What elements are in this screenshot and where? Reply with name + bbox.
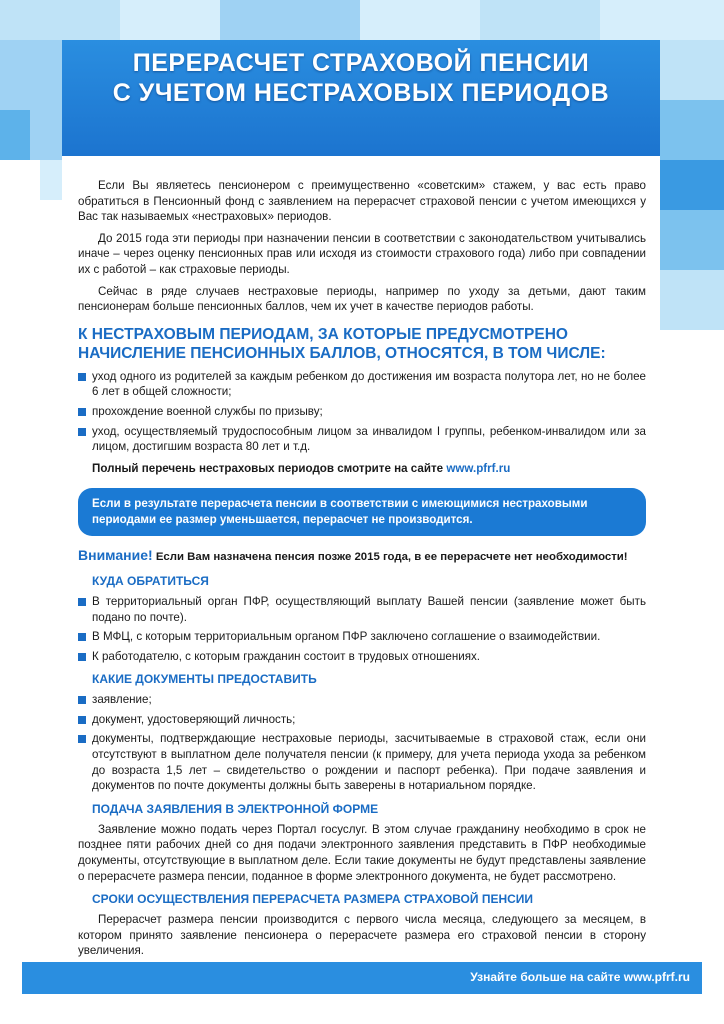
page-title — [62, 48, 660, 108]
list-item — [78, 369, 646, 400]
intro-paragraph-3: Сейчас в ряде случаев нестраховые периоды, например по уходу за детьми, дают таким пенсионерам больше пенсионных баллов, чем их учет в качестве периодов работы. — [78, 284, 646, 314]
square-bullet-icon — [78, 696, 86, 704]
list-item — [78, 649, 646, 665]
documents-list — [78, 692, 646, 794]
periods-heading: К НЕСТРАХОВЫМ ПЕРИОДАМ, ЗА КОТОРЫЕ ПРЕДУСМОТРЕНО НАЧИСЛЕНИЕ ПЕНСИОННЫХ БАЛЛОВ, ОТНОСЯТСЯ, В ТОМ ЧИСЛЕ: — [78, 325, 606, 362]
document-body — [78, 178, 646, 965]
list-item-text: уход, осуществляемый трудоспособным лицом за инвалидом I группы, ребенком-инвалидом или за лицом, достигшим возраста 80 лет и т.д. — [92, 424, 646, 454]
list-item-text: уход одного из родителей за каждым ребенком до достижения им возраста полутора лет, но не более 6 лет в общей сложности; — [92, 369, 646, 399]
title-line-1: ПЕРЕРАСЧЕТ СТРАХОВОЙ ПЕНСИИ — [132, 49, 590, 77]
attention-text: Если Вам назначена пенсия позже 2015 года, в ее перерасчете нет необходимости! — [155, 551, 628, 564]
terms-heading: СРОКИ ОСУЩЕСТВЛЕНИЯ ПЕРЕРАСЧЕТА РАЗМЕРА СТРАХОВОЙ ПЕНСИИ — [92, 892, 534, 907]
periods-note — [92, 461, 646, 477]
list-item — [78, 712, 646, 728]
terms-paragraph: Перерасчет размера пенсии производится с первого числа месяца, следующего за месяцем, в котором принято заявление пенсионера о перерасчете размера его страховой пенсии в сторону увеличения. — [78, 913, 646, 958]
intro-paragraph-1: Если Вы являетесь пенсионером с преимущественно «советским» стажем, у вас есть право обратиться в Пенсионный фонд с заявлением на перерасчет страховой пенсии с учетом имеющихся у Вас так называемых «нестраховых» периодов. — [78, 179, 646, 224]
list-item — [78, 424, 646, 455]
list-item — [78, 404, 646, 420]
periods-note-text: Полный перечень нестраховых периодов смотрите на сайте — [92, 461, 444, 475]
documents-heading: КАКИЕ ДОКУМЕНТЫ ПРЕДОСТАВИТЬ — [92, 672, 317, 687]
where-heading: КУДА ОБРАТИТЬСЯ — [92, 573, 209, 588]
attention-line — [78, 548, 646, 566]
square-bullet-icon — [78, 408, 86, 416]
square-bullet-icon — [78, 735, 86, 743]
list-item-text: заявление; — [92, 693, 152, 707]
square-bullet-icon — [78, 716, 86, 724]
where-list — [78, 594, 646, 664]
list-item-text: документ, удостоверяющий личность; — [92, 712, 296, 726]
footer — [0, 962, 724, 994]
list-item — [78, 692, 646, 708]
attention-word: Внимание! — [78, 547, 153, 564]
square-bullet-icon — [78, 633, 86, 641]
pfrf-link[interactable]: www.pfrf.ru — [446, 461, 511, 475]
list-item-text: документы, подтверждающие нестраховые периоды, засчитываемые в страховой стаж, если они отсутствуют в выплатном деле получателя пенсии (к примеру, для учета периода ухода за ребенком до возраста 1,5 лет – свидетельство о рождении и паспорт ребенка). При подаче заявления и документов по почте документы должны быть заверены в нотариальном порядке. — [92, 732, 646, 793]
list-item-text: В МФЦ, с которым территориальным органом ПФР заключено соглашение о взаимодействии. — [92, 630, 601, 644]
square-bullet-icon — [78, 428, 86, 436]
footer-text: Узнайте больше на сайте www.pfrf.ru — [470, 970, 690, 984]
periods-list — [78, 369, 646, 455]
list-item-text: В территориальный орган ПФР, осуществляющий выплату Вашей пенсии (заявление может быть подано по почте). — [92, 594, 646, 624]
list-item — [78, 629, 646, 645]
square-bullet-icon — [78, 598, 86, 606]
recalculation-callout: Если в результате перерасчета пенсии в соответствии с имеющимися нестраховыми периодами ее размер уменьшается, перерасчет не производится. — [78, 488, 646, 536]
square-bullet-icon — [78, 373, 86, 381]
intro-paragraph-2: До 2015 года эти периоды при назначении пенсии в соответствии с законодательством учитывались иначе – через оценку пенсионных прав или исходя из стоимости страхового года) либо при совпадении их с работой – как страховые периоды. — [78, 231, 646, 276]
list-item-text: прохождение военной службы по призыву; — [92, 404, 323, 418]
square-bullet-icon — [78, 653, 86, 661]
electronic-paragraph: Заявление можно подать через Портал госуслуг. В этом случае гражданину необходимо в срок не позднее пяти рабочих дней со дня подачи электронного заявления представить в ПФР необходимые документы, отсутствующие в выплатном деле. Если такие документы не будут представлены заявление о перерасчете размера пенсии, поданное в форме электронного документа, не будет рассмотрено. — [78, 822, 646, 883]
list-item-text: К работодателю, с которым гражданин состоит в трудовых отношениях. — [92, 649, 481, 663]
list-item — [78, 594, 646, 625]
electronic-heading: ПОДАЧА ЗАЯВЛЕНИЯ В ЭЛЕКТРОННОЙ ФОРМЕ — [92, 801, 379, 816]
list-item — [78, 731, 646, 793]
title-line-2: С УЧЕТОМ НЕСТРАХОВЫХ ПЕРИОДОВ — [112, 79, 610, 107]
